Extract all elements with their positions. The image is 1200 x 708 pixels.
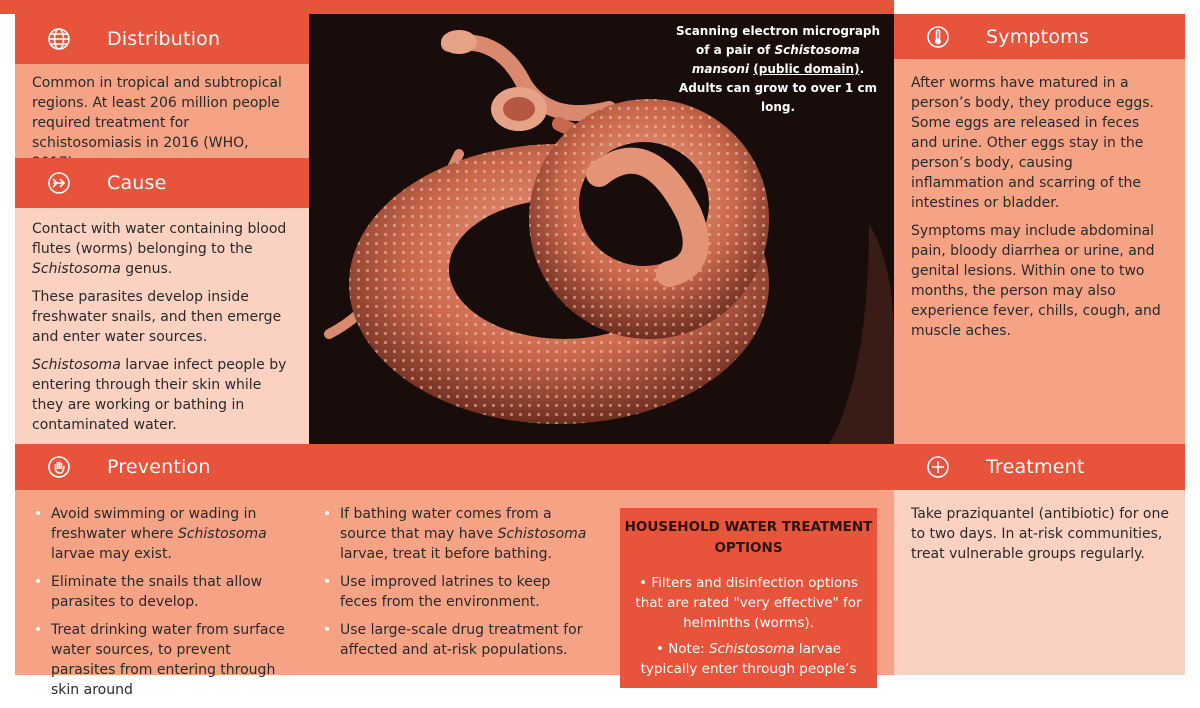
cause-header: [15, 158, 309, 208]
cause-panel: [15, 208, 309, 444]
hand-stop-icon: [47, 455, 71, 479]
list-item: • If bathing water comes from a source that may have Schistosoma larvae, treat it before bathing.: [321, 504, 591, 564]
distribution-panel: [15, 64, 309, 158]
list-item: • Use improved latrines to keep feces from the environment.: [321, 572, 591, 612]
plus-circle-icon: [926, 455, 950, 479]
treatment-header: [894, 444, 1185, 490]
list-item: • Treat drinking water from surface water sources, to prevent parasites from entering through skin around: [32, 620, 294, 700]
micrograph-image: [309, 14, 894, 444]
distribution-title: Distribution: [107, 28, 221, 50]
list-item: • Eliminate the snails that allow parasites to develop.: [32, 572, 294, 612]
top-accent-strip: [0, 0, 894, 14]
cause-paragraph-3: Schistosoma larvae infect people by entering through their skin while they are working or bathing in contaminated water.: [32, 357, 287, 433]
prevention-list-1: [32, 504, 294, 708]
micrograph-caption: Scanning electron micrograph of a pair of Schistosoma mansoni (public domain). Adults can grow to over 1 cm long.: [675, 24, 881, 114]
cause-paragraph-1: Contact with water containing blood flutes (worms) belonging to the Schistosoma genus.: [32, 221, 287, 277]
prevention-header: [15, 444, 895, 490]
public-domain-link[interactable]: (public domain): [753, 62, 860, 76]
symptoms-paragraph-1: After worms have matured in a person’s body, they produce eggs. Some eggs are released in feces and urine. Other eggs stay in the person’s body, causing inflammation and scarring of the intestines or bladder.: [911, 75, 1154, 211]
treatment-text: Take praziquantel (antibiotic) for one to two days. In at-risk communities, treat vulnerable groups regularly.: [911, 506, 1169, 562]
household-item-2: • Note: Schistosoma larvae typically enter through people’s: [640, 641, 857, 677]
cause-paragraph-2: These parasites develop inside freshwater snails, and then emerge and enter water sources.: [32, 289, 282, 345]
symptoms-paragraph-2: Symptoms may include abdominal pain, bloody diarrhea or urine, and genital lesions. Within one to two months, the person may also experience fever, chills, cough, and muscle aches.: [911, 223, 1161, 339]
thermometer-icon: [926, 25, 950, 49]
distribution-header: [15, 14, 309, 64]
household-water-box: [620, 508, 877, 688]
cause-title: Cause: [107, 172, 167, 194]
symptoms-panel: [894, 59, 1185, 444]
globe-icon: [47, 27, 71, 51]
treatment-title: Treatment: [986, 456, 1085, 478]
symptoms-title: Symptoms: [986, 25, 1089, 48]
list-item: • Avoid swimming or wading in freshwater where Schistosoma larvae may exist.: [32, 504, 294, 564]
distribution-text: Common in tropical and subtropical regions. At least 206 million people required treatment for schistosomiasis in 2016 (WHO,: [32, 75, 282, 151]
arrow-circle-icon: [47, 171, 71, 195]
household-title: HOUSEHOLD WATER TREATMENT OPTIONS: [624, 519, 873, 556]
household-item-1: • Filters and disinfection options that are rated "very effective" for helminths (worms).: [635, 575, 862, 631]
symptoms-header: [894, 14, 1185, 59]
treatment-panel: [894, 490, 1185, 675]
prevention-list-2: [321, 504, 591, 668]
list-item: • Use large-scale drug treatment for affected and at-risk populations.: [321, 620, 591, 660]
prevention-title: Prevention: [107, 456, 211, 478]
